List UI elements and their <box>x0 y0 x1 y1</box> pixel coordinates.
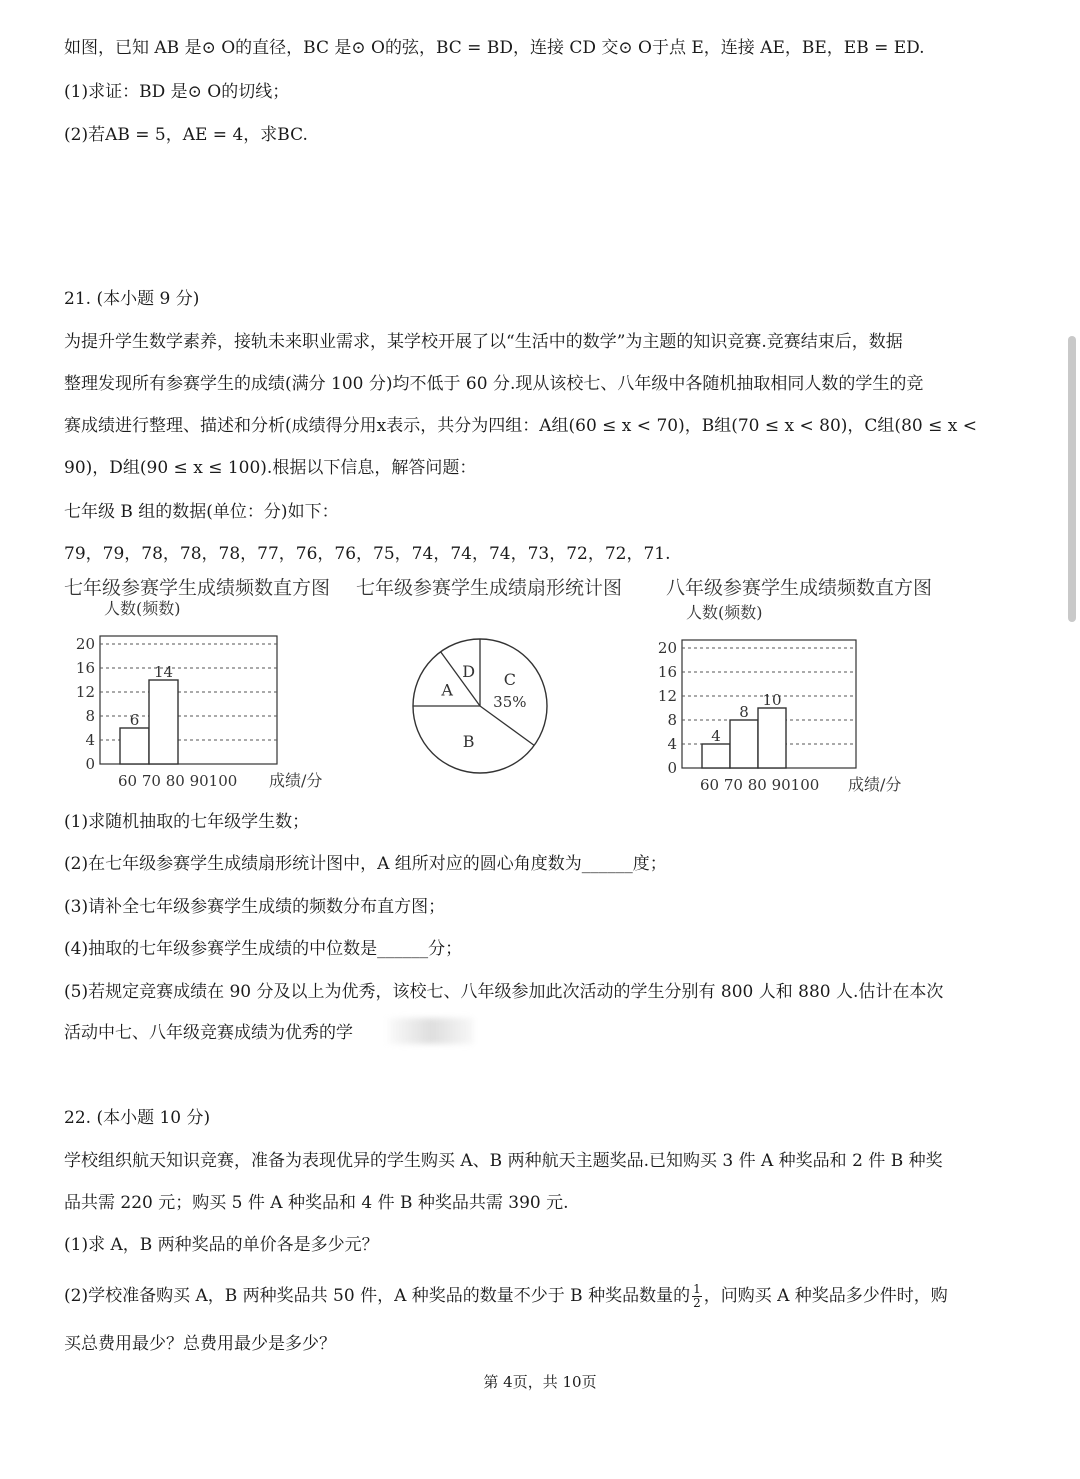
q22-sub2 <box>64 1283 948 1310</box>
pie-slice-label: A <box>441 680 453 700</box>
fraction-denominator: 2 <box>693 1296 701 1310</box>
chart1-bar-label: 6 <box>129 711 140 729</box>
chart1-ytick: 4 <box>85 731 95 749</box>
chart3-ylabel: 人数(频数) <box>686 603 763 622</box>
q22-para-line2: 品共需 220 元；购买 5 件 A 种奖品和 4 件 B 种奖品共需 390 元. <box>64 1193 569 1213</box>
chart3-bar-label: 4 <box>711 727 721 745</box>
q21-sub3: (3)请补全七年级参赛学生成绩的频数分布直方图； <box>64 897 446 917</box>
q21-sub5: (5)若规定竞赛成绩在 90 分及以上为优秀，该校七、八年级参加此次活动的学生分别有 800 人和 880 人.估计在本次 <box>64 982 944 1002</box>
fraction <box>692 1283 702 1310</box>
q21-sub1: (1)求随机抽取的七年级学生数； <box>64 812 310 832</box>
chart1-ytick: 8 <box>85 707 95 725</box>
q21-data-values: 79，79，78，78，78，77，76，76，75，74，74，74，73，72，72，71. <box>64 544 671 564</box>
chart3-ytick: 0 <box>667 759 677 777</box>
pie-slice-label: B <box>462 732 475 752</box>
chart1-bar <box>149 680 178 764</box>
chart1-ytick: 16 <box>75 659 95 677</box>
q20-part1: (1)求证：BD 是⊙ O的切线； <box>64 82 290 102</box>
pie-slice-label: C <box>503 669 516 689</box>
chart1-xlabel: 成绩/分 <box>269 771 323 790</box>
chart3-ytick: 16 <box>657 663 677 681</box>
pie-slice-label: D <box>462 661 476 681</box>
chart1-title: 七年级参赛学生成绩频数直方图 <box>64 577 331 599</box>
q21-para-line1: 为提升学生数学素养，接轨未来职业需求，某学校开展了以“生活中的数学”为主题的知识竞赛.竞赛结束后，数据 <box>64 332 903 352</box>
q21-data-intro: 七年级 B 组的数据(单位：分)如下： <box>64 502 339 522</box>
chart3-bar-label: 10 <box>762 691 782 709</box>
scrollbar-thumb[interactable] <box>1068 336 1076 622</box>
chart3-body <box>658 639 902 794</box>
q22-header: 22. (本小题 10 分) <box>64 1108 211 1128</box>
chart1-bar-label: 14 <box>153 663 174 681</box>
chart3-bar-label: 8 <box>739 703 749 721</box>
q22-sub2-text-a: (2)学校准备购买 A，B 两种奖品共 50 件，A 种奖品的数量不少于 B 种奖品数量的 <box>64 1286 691 1306</box>
fraction-numerator: 1 <box>693 1282 701 1296</box>
chart3-ytick: 12 <box>657 687 677 705</box>
chart2-pie <box>405 636 555 786</box>
chart3-title: 八年级参赛学生成绩频数直方图 <box>666 577 933 599</box>
chart3-ytick: 4 <box>667 735 677 753</box>
q21-sub5-cont: 活动中七、八年级竞赛成绩为优秀的学 <box>64 1023 353 1043</box>
q22-para-line1: 学校组织航天知识竞赛，准备为表现优异的学生购买 A、B 两种航天主题奖品.已知购买 3 件 A 种奖品和 2 件 B 种奖 <box>64 1151 943 1171</box>
q22-sub1: (1)求 A，B 两种奖品的单价各是多少元？ <box>64 1235 379 1255</box>
chart3-ytick: 8 <box>667 711 677 729</box>
q21-sub4: (4)抽取的七年级参赛学生成绩的中位数是______分； <box>64 939 463 959</box>
chart2-body <box>413 639 547 773</box>
q21-header: 21. (本小题 9 分) <box>64 289 200 309</box>
chart1-histogram <box>64 596 323 796</box>
q21-sub2: (2)在七年级参赛学生成绩扇形统计图中，A 组所对应的圆心角度数为______度； <box>64 854 667 874</box>
chart3-bar <box>730 720 758 768</box>
chart1-xticks: 60 70 80 90100 <box>118 772 238 790</box>
q21-para-line2: 整理发现所有参赛学生的成绩(满分 100 分)均不低于 60 分.现从该校七、八年级中各随机抽取相同人数的学生的竞 <box>64 374 924 394</box>
chart1-ytick: 0 <box>85 755 95 773</box>
chart1-body <box>76 635 323 790</box>
page-footer: 第 4页，共 10页 <box>483 1373 597 1391</box>
chart1-bar <box>120 728 149 764</box>
q22-sub2-text-b: ，问购买 A 种奖品多少件时，购 <box>703 1286 948 1306</box>
q21-para-line3: 赛成绩进行整理、描述和分析(成绩得分用x表示，共分为四组：A组(60 ≤ x < 70)，B组(70 ≤ x < 80)，C组(80 ≤ x < <box>64 416 977 436</box>
chart3-xlabel: 成绩/分 <box>848 775 902 794</box>
chart3-xticks: 60 70 80 90100 <box>700 776 820 794</box>
q20-stem: 如图，已知 AB 是⊙ O的直径，BC 是⊙ O的弦，BC = BD，连接 CD 交⊙ O于点 E，连接 AE，BE，EB = ED. <box>64 38 925 58</box>
chart2-title: 七年级参赛学生成绩扇形统计图 <box>356 577 623 599</box>
q20-part2: (2)若AB = 5，AE = 4，求BC. <box>64 125 308 145</box>
chart3-ytick: 20 <box>657 639 677 657</box>
pie-slice-value: 35% <box>493 692 527 711</box>
chart1-ytick: 12 <box>75 683 95 701</box>
q22-sub2-cont: 买总费用最少？总费用最少是多少？ <box>64 1334 336 1354</box>
q21-para-line4: 90)，D组(90 ≤ x ≤ 100).根据以下信息，解答问题： <box>64 458 477 478</box>
chart1-ytick: 20 <box>75 635 95 653</box>
blurred-text <box>388 1018 474 1044</box>
chart3-bar <box>702 744 730 768</box>
chart1-ylabel: 人数(频数) <box>104 599 181 618</box>
chart3-bar <box>758 708 786 768</box>
chart3-histogram <box>656 600 926 800</box>
